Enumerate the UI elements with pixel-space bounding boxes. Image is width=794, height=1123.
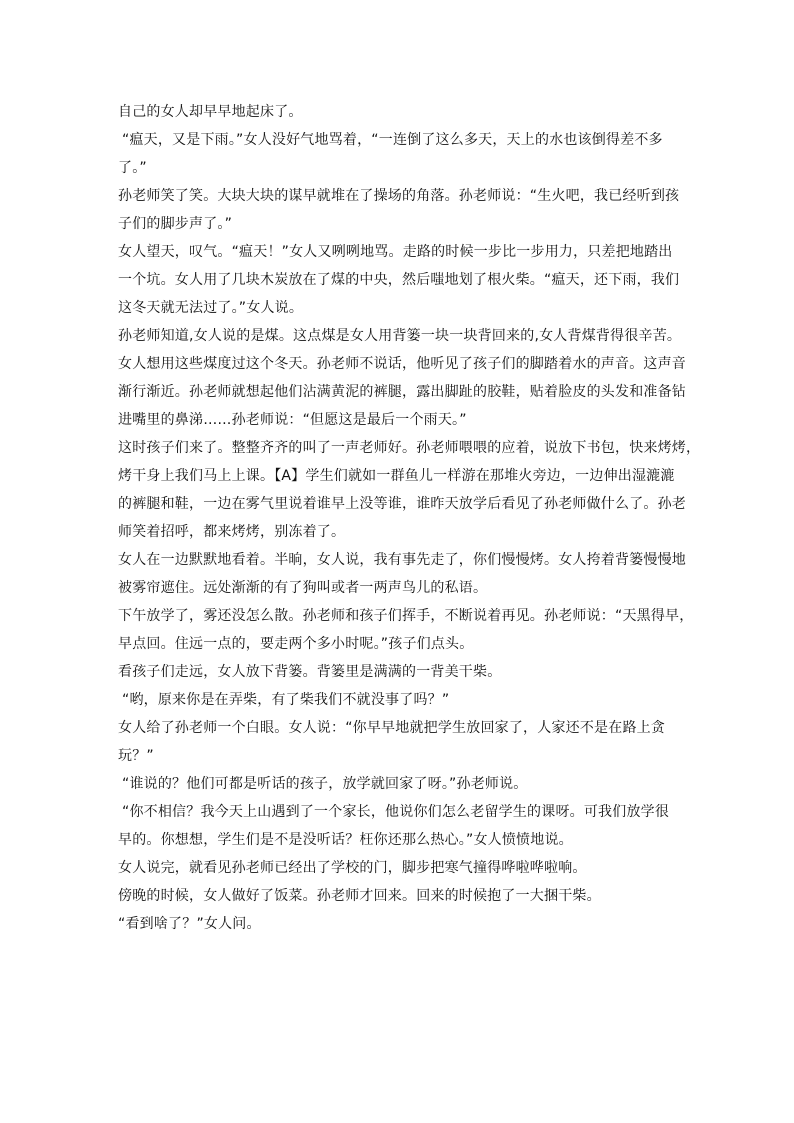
text-line: 孙老师知道,女人说的是煤。这点煤是女人用背篓一块一块背回来的,女人背煤背得很辛苦。 xyxy=(118,328,682,344)
text-line: “你不相信？我今天上山遇到了一个家长，他说你们怎么老留学生的课呀。可我们放学很 xyxy=(122,804,670,820)
text-line: 下午放学了，雾还没怎么散。孙老师和孩子们挥手，不断说着再见。孙老师说：“天黑得早， xyxy=(118,608,694,624)
text-line: 自己的女人却早早地起床了。 xyxy=(118,104,303,120)
text-line: “哟，原来你是在弄柴，有了柴我们不就没事了吗？” xyxy=(122,692,450,708)
text-line: 一个坑。女人用了几块木炭放在了煤的中央，然后嗤地划了根火柴。“瘟天，还下雨，我们 xyxy=(118,272,680,288)
text-line: 这时孩子们来了。整整齐齐的叫了一声老师好。孙老师喂喂的应着，说放下书包，快来烤烤， xyxy=(118,440,701,456)
text-line: 早点回。住远一点的，要走两个多小时呢。”孩子们点头。 xyxy=(118,636,474,652)
text-line: 女人在一边默默地看着。半晌，女人说，我有事先走了，你们慢慢烤。女人挎着背篓慢慢地 xyxy=(118,552,686,568)
text-line: 的裤腿和鞋，一边在雾气里说着谁早上没等谁，谁昨天放学后看见了孙老师做什么了。孙老 xyxy=(118,496,686,512)
text-line: 早的。你想想，学生们是不是没听话？枉你还那么热心。”女人愤愤地说。 xyxy=(118,832,573,848)
text-line: 渐行渐近。孙老师就想起他们沾满黄泥的裤腿，露出脚趾的胶鞋，贴着脸皮的头发和准备钻 xyxy=(118,384,686,400)
text-line: 子们的脚步声了。” xyxy=(118,216,233,232)
text-line: 了。” xyxy=(118,160,147,176)
text-line: 烤干身上我们马上上课。【A】学生们就如一群鱼儿一样游在那堆火旁边，一边伸出湿漉漉 xyxy=(118,468,675,484)
text-line: 傍晚的时候，女人做好了饭菜。孙老师才回来。回来的时候抱了一大捆干柴。 xyxy=(118,888,601,904)
text-line: 女人说完，就看见孙老师已经出了学校的门，脚步把寒气撞得哗啦哗啦响。 xyxy=(118,860,587,876)
text-line: 进嘴里的鼻涕……孙老师说：“但愿这是最后一个雨天。” xyxy=(118,412,467,428)
text-line: 这冬天就无法过了。”女人说。 xyxy=(118,300,304,316)
text-line: 孙老师笑了笑。大块大块的谋早就堆在了操场的角落。孙老师说：“生火吧，我已经听到孩 xyxy=(118,188,680,204)
text-line: “谁说的？他们可都是听话的孩子，放学就回家了呀。”孙老师说。 xyxy=(122,776,528,792)
text-line: 师笑着招呼，都来烤烤，别冻着了。 xyxy=(118,524,346,540)
text-line: 女人给了孙老师一个白眼。女人说：“你早早地就把学生放回家了，人家还不是在路上贪 xyxy=(118,720,666,736)
text-line: “看到啥了？”女人问。 xyxy=(118,916,261,932)
text-line: 玩？” xyxy=(118,748,154,764)
text-line: 看孩子们走远，女人放下背篓。背篓里是满满的一背美干柴。 xyxy=(118,664,502,680)
text-line: 被雾帘遮住。远处渐渐的有了狗叫或者一两声鸟儿的私语。 xyxy=(118,580,488,596)
text-line: 女人望天，叹气。“瘟天！”女人又咧咧地骂。走路的时候一步比一步用力，只差把地踏出 xyxy=(118,244,673,260)
text-line: 女人想用这些煤度过这个冬天。孙老师不说话，他听见了孩子们的脚踏着水的声音。这声音 xyxy=(118,356,686,372)
story-text xyxy=(118,98,701,938)
text-line: “瘟天，又是下雨。”女人没好气地骂着，“一连倒了这么多天，天上的水也该倒得差不多 xyxy=(122,132,663,148)
